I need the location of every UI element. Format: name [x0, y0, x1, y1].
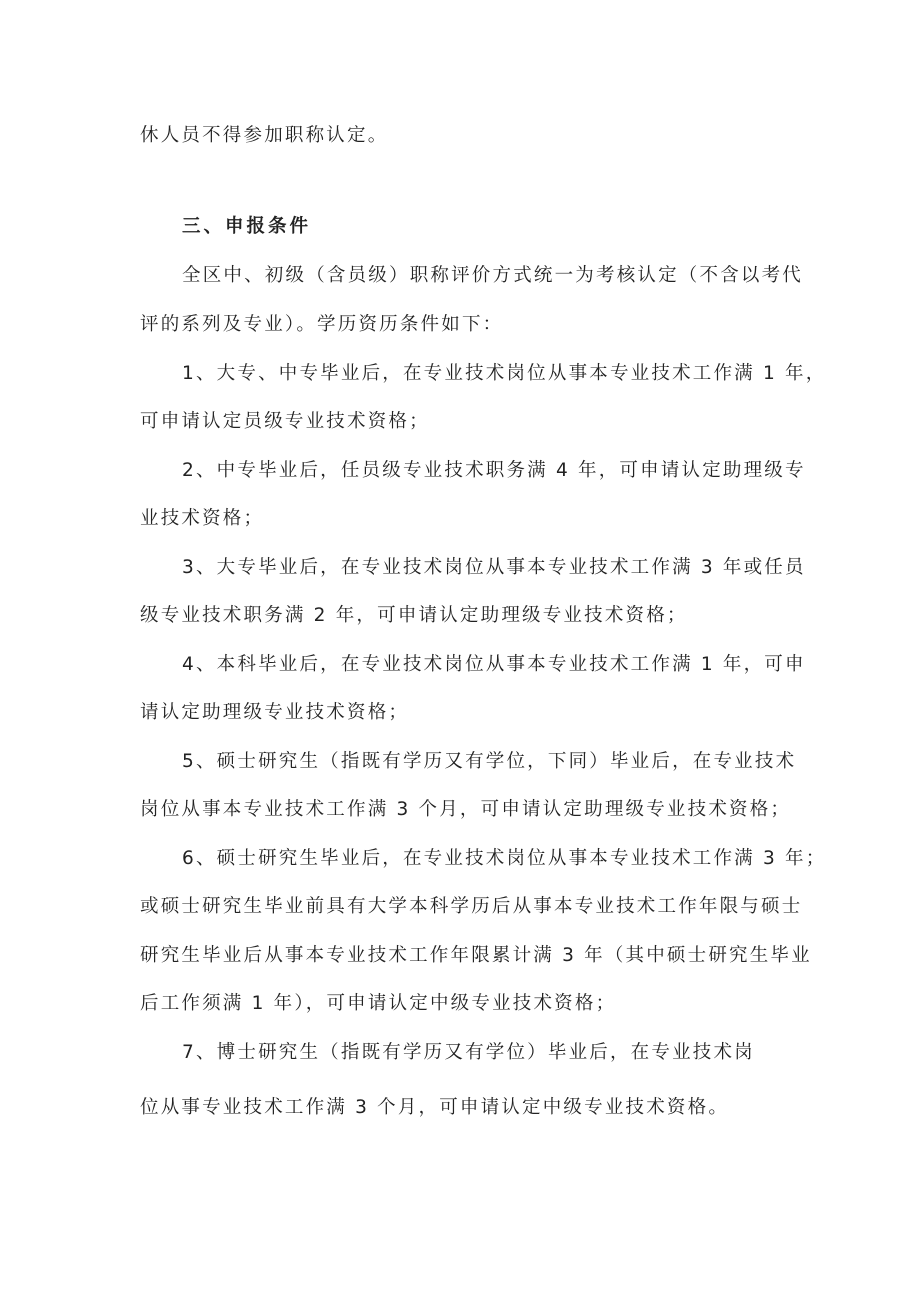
- section-heading: 三、申报条件: [182, 216, 312, 237]
- item-4-line-2: 请认定助理级专业技术资格；: [140, 702, 410, 723]
- item-3-line-1: 3、大专毕业后，在专业技术岗位从事本专业技术工作满 3 年或任员: [182, 557, 806, 578]
- item-2-line-2: 业技术资格；: [140, 508, 265, 529]
- item-3-line-2: 级专业技术职务满 2 年，可申请认定助理级专业技术资格；: [140, 605, 688, 626]
- item-6-line-1: 6、硕士研究生毕业后，在专业技术岗位从事本专业技术工作满 3 年；: [182, 848, 827, 869]
- item-6-line-4: 后工作须满 1 年），可申请认定中级专业技术资格；: [140, 993, 617, 1014]
- item-2-line-1: 2、中专毕业后，任员级专业技术职务满 4 年，可申请认定助理级专: [182, 460, 806, 481]
- item-5-line-2: 岗位从事本专业技术工作满 3 个月，可申请认定助理级专业技术资格；: [140, 799, 792, 820]
- item-6-line-2: 或硕士研究生毕业前具有大学本科学历后从事本专业技术工作年限与硕士: [140, 896, 803, 917]
- intro-line-1: 全区中、初级（含员级）职称评价方式统一为考核认定（不含以考代: [182, 265, 804, 286]
- item-7-line-1: 7、博士研究生（指既有学历又有学位）毕业后，在专业技术岗: [182, 1042, 755, 1063]
- continuation-text: 休人员不得参加职称认定。: [140, 125, 389, 146]
- item-7-line-2: 位从事专业技术工作满 3 个月，可申请认定中级专业技术资格。: [140, 1097, 730, 1118]
- item-5-line-1: 5、硕士研究生（指既有学历又有学位，下同）毕业后，在专业技术: [182, 751, 797, 772]
- item-4-line-1: 4、本科毕业后，在专业技术岗位从事本专业技术工作满 1 年，可申: [182, 654, 806, 675]
- item-1-line-2: 可申请认定员级专业技术资格；: [140, 411, 430, 432]
- item-1-line-1: 1、大专、中专毕业后，在专业技术岗位从事本专业技术工作满 1 年，: [182, 363, 827, 384]
- intro-line-2: 评的系列及专业）。学历资历条件如下：: [140, 314, 504, 335]
- item-6-line-3: 研究生毕业后从事本专业技术工作年限累计满 3 年（其中硕士研究生毕业: [140, 945, 812, 966]
